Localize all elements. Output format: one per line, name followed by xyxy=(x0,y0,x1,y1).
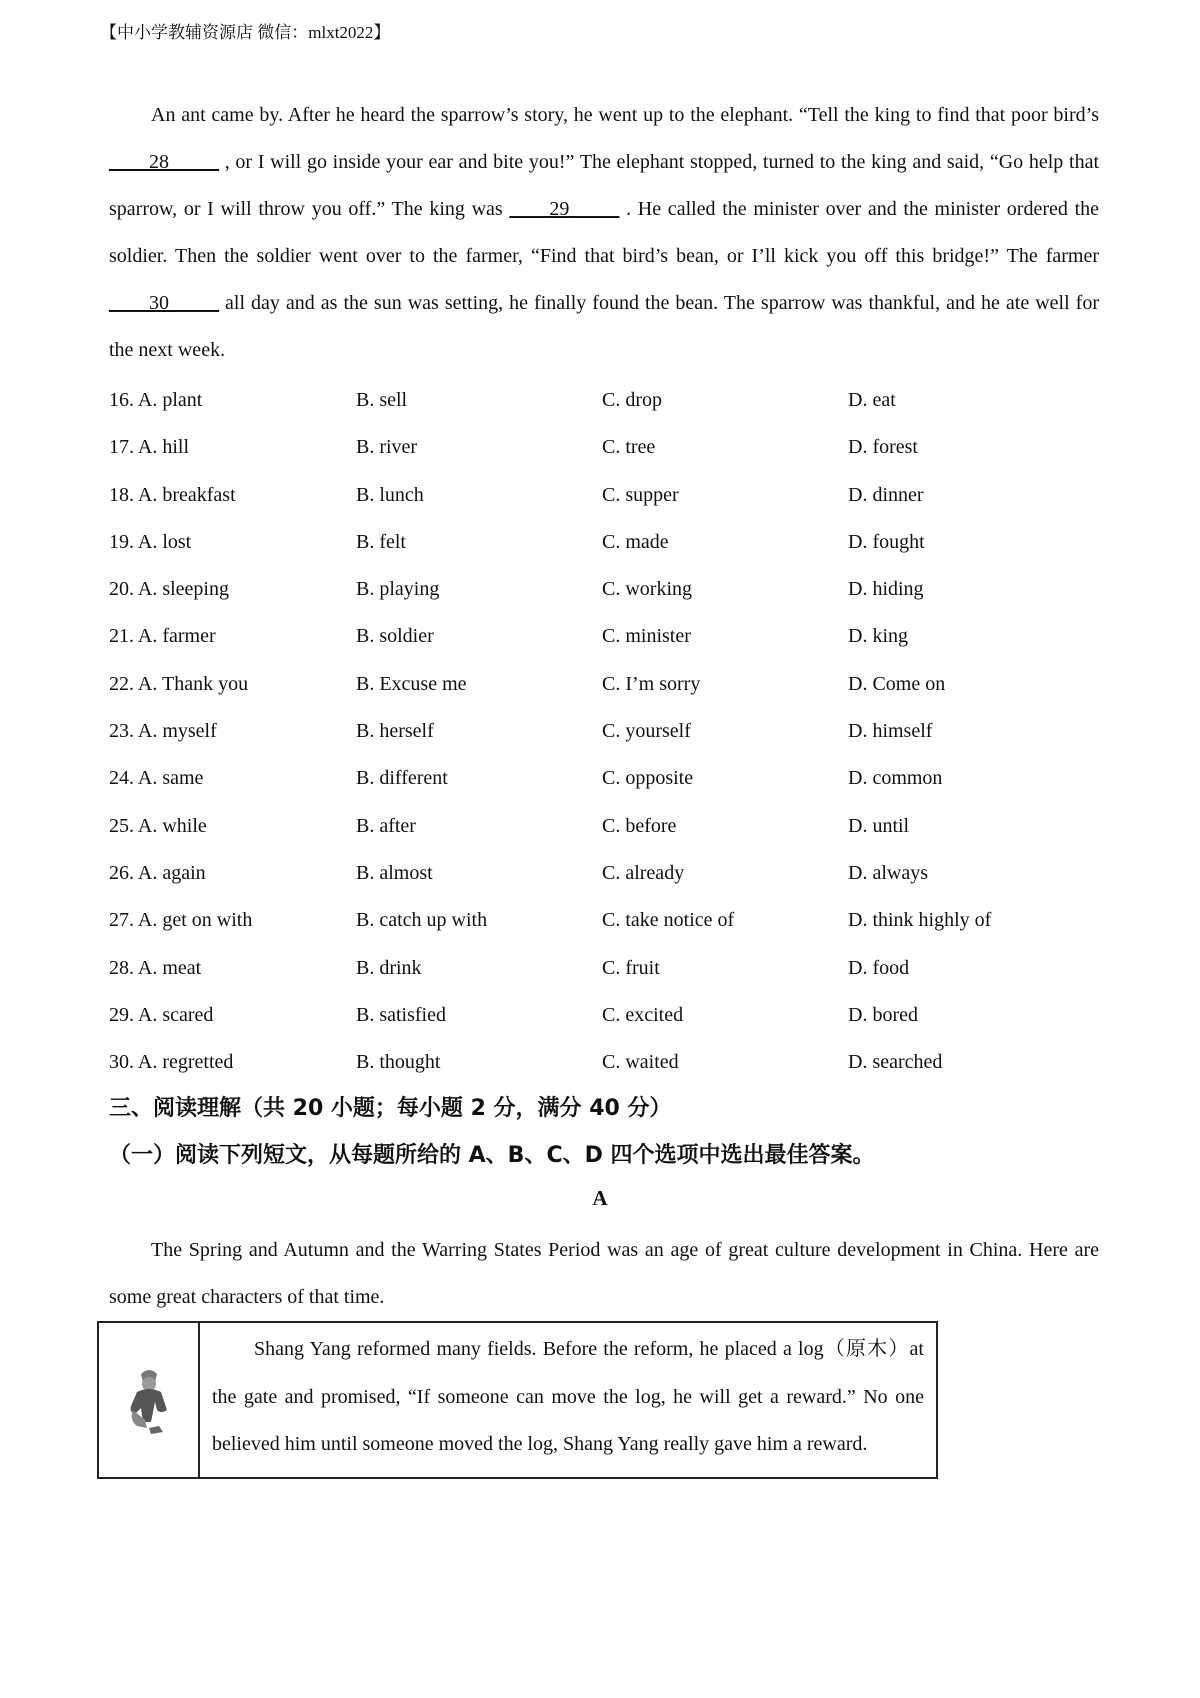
option-choice: D. king xyxy=(848,625,908,648)
option-choice: 16. A. plant xyxy=(109,389,203,411)
option-choice: C. I’m sorry xyxy=(602,672,701,695)
option-row xyxy=(109,803,1009,850)
blank-29: ____29_____ xyxy=(509,198,620,220)
option-choice: 19. A. lost xyxy=(109,530,192,553)
option-choice: B. river xyxy=(356,436,418,459)
shang-yang-portrait-icon xyxy=(119,1364,179,1436)
passage-text: all day and as the sun was setting, he finally found the bean. The sparrow was thankful, and he ate well for the next week. xyxy=(109,292,1099,361)
option-row xyxy=(109,661,1009,708)
option-choice: D. hiding xyxy=(848,578,924,601)
option-choice: B. different xyxy=(356,767,448,790)
option-row xyxy=(109,566,1009,613)
option-row xyxy=(109,897,1009,944)
option-row xyxy=(109,850,1009,897)
option-choice: D. common xyxy=(848,767,943,790)
option-choice: 29. A. scared xyxy=(109,1003,214,1026)
option-choice: D. think highly of xyxy=(848,909,992,932)
option-choice: 23. A. myself xyxy=(109,720,217,743)
option-choice: C. take notice of xyxy=(602,909,735,932)
option-choice: B. lunch xyxy=(356,483,424,506)
blank-28: ____28_____ xyxy=(109,151,219,173)
option-choice: 18. A. breakfast xyxy=(109,483,236,506)
option-choice: B. soldier xyxy=(356,625,434,648)
intro-text: The Spring and Autumn and the Warring States Period was an age of great culture development in China. Here are some great characters of that time. xyxy=(109,1239,1099,1308)
option-choice: B. almost xyxy=(356,861,433,884)
option-choice: 27. A. get on with xyxy=(109,909,253,932)
option-choice: 24. A. same xyxy=(109,767,204,790)
option-choice: D. searched xyxy=(848,1051,943,1074)
option-choice: 25. A. while xyxy=(109,814,207,837)
option-row xyxy=(109,377,1009,424)
option-choice: B. thought xyxy=(356,1051,441,1074)
option-choice: D. until xyxy=(848,814,910,837)
section-title: 三、阅读理解（共 20 小题；每小题 2 分，满分 40 分） xyxy=(109,1096,672,1121)
option-choice: 30. A. regretted xyxy=(109,1051,234,1074)
option-choice: B. sell xyxy=(356,389,408,411)
option-row xyxy=(109,945,1009,992)
option-choice: C. fruit xyxy=(602,956,660,979)
option-choice: B. after xyxy=(356,814,416,837)
reading-intro xyxy=(109,1227,1099,1321)
blank-30: ____30_____ xyxy=(109,292,219,314)
option-choice: C. minister xyxy=(602,625,691,648)
description-text: Shang Yang reformed many fields. Before the reform, he placed a log（原木）at the gate and promised, “If someone can move the log, he will get a reward.” No one believed him until someone moved the log, Shang Yang really gave him a reward. xyxy=(212,1338,924,1455)
option-choice: B. herself xyxy=(356,720,434,743)
option-choice: D. dinner xyxy=(848,483,924,506)
option-choice: 21. A. farmer xyxy=(109,625,216,648)
option-choice: 22. A. Thank you xyxy=(109,672,249,695)
passage-text: . He called the minister over and the minister ordered the soldier. Then the soldier went over to the farmer, “Find that bird’s bean, or I’ll kick you off this bridge!” The farmer xyxy=(109,198,1099,267)
option-choice: B. felt xyxy=(356,530,406,553)
option-choice: D. bored xyxy=(848,1003,918,1026)
option-choice: C. already xyxy=(602,861,685,884)
option-row xyxy=(109,992,1009,1039)
option-choice: D. Come on xyxy=(848,672,946,695)
option-row xyxy=(109,613,1009,660)
option-choice: 28. A. meat xyxy=(109,956,202,979)
option-choice: C. supper xyxy=(602,483,679,506)
option-choice: 20. A. sleeping xyxy=(109,578,229,601)
passage-text: An ant came by. After he heard the sparrow’s story, he went up to the elephant. “Tell the king to find that poor bird’s xyxy=(151,104,1099,126)
shang-yang-description xyxy=(200,1323,936,1477)
character-table xyxy=(97,1321,938,1479)
option-choice: C. waited xyxy=(602,1051,679,1074)
option-choice: 26. A. again xyxy=(109,861,206,884)
option-choice: D. always xyxy=(848,861,928,884)
option-choice: B. Excuse me xyxy=(356,672,467,695)
option-choice: B. satisfied xyxy=(356,1003,446,1026)
page-header-watermark: 【中小学教辅资源店 微信：mlxt2022】 xyxy=(100,23,391,42)
option-choice: D. himself xyxy=(848,720,933,743)
option-row xyxy=(109,424,1009,471)
option-choice: C. tree xyxy=(602,436,656,459)
cloze-options-list xyxy=(109,377,1009,1086)
option-choice: C. drop xyxy=(602,389,662,411)
option-choice: B. catch up with xyxy=(356,909,488,932)
passage-cloze-ending xyxy=(109,92,1099,374)
option-choice: D. food xyxy=(848,956,910,979)
option-choice: B. drink xyxy=(356,956,422,979)
option-row xyxy=(109,472,1009,519)
option-row xyxy=(109,1039,1009,1086)
portrait-cell xyxy=(99,1323,200,1477)
option-choice: B. playing xyxy=(356,578,440,601)
option-row xyxy=(109,519,1009,566)
option-choice: C. before xyxy=(602,814,677,837)
passage-text: , or I will go inside your ear and bite you!” The elephant stopped, turned to the king and said, “Go help that sparrow, or I will throw you off.” The king was xyxy=(109,151,1099,220)
option-row xyxy=(109,708,1009,755)
option-choice: 17. A. hill xyxy=(109,436,190,459)
option-choice: C. excited xyxy=(602,1003,684,1026)
option-choice: D. eat xyxy=(848,389,896,411)
option-choice: C. opposite xyxy=(602,767,694,790)
option-choice: D. fought xyxy=(848,530,925,553)
part-letter: A xyxy=(592,1186,608,1210)
option-choice: D. forest xyxy=(848,436,918,459)
option-row xyxy=(109,755,1009,802)
option-choice: C. made xyxy=(602,530,669,553)
option-choice: C. working xyxy=(602,578,692,601)
section-instructions: （一）阅读下列短文，从每题所给的 A、B、C、D 四个选项中选出最佳答案。 xyxy=(109,1143,875,1168)
option-choice: C. yourself xyxy=(602,720,691,743)
